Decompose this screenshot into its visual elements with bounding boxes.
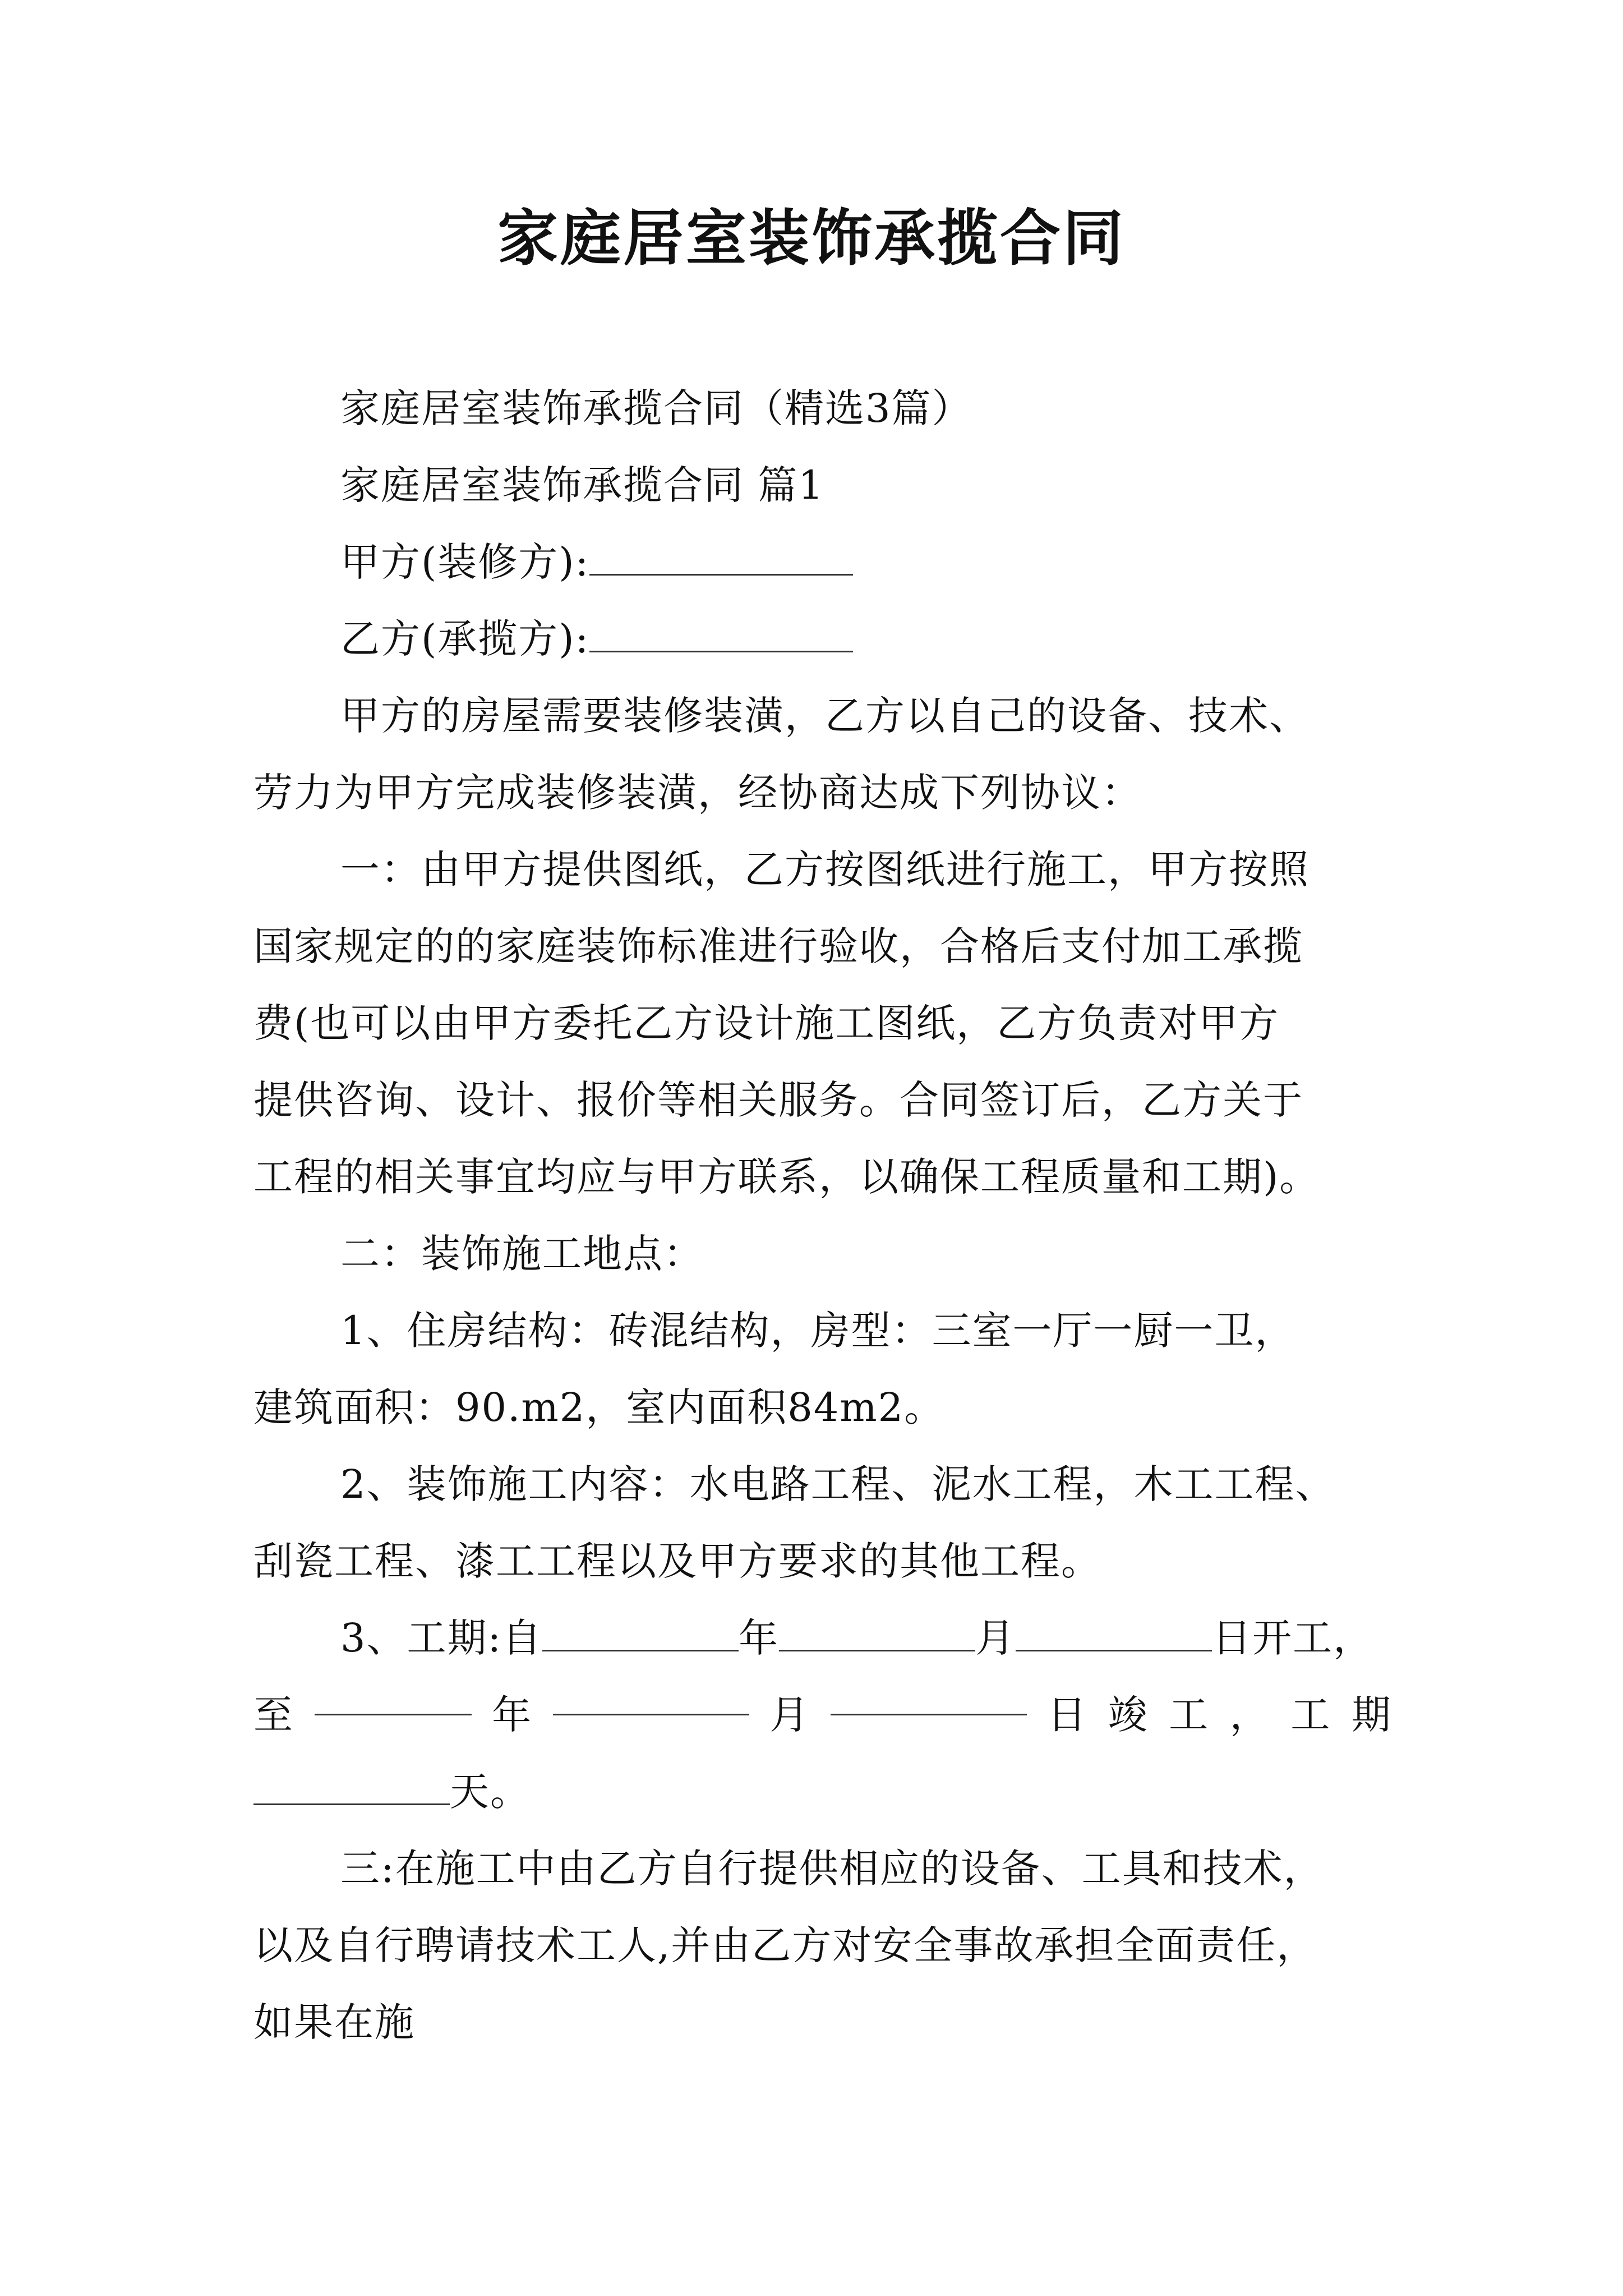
start-month-label: 月	[975, 1615, 1016, 1661]
clause2-heading: 二：装饰施工地点：	[340, 1231, 704, 1277]
party-b-label: 乙方(承揽方):	[340, 616, 590, 662]
completed-char-2: 工	[1169, 1692, 1210, 1738]
clause1-line-3: 费(也可以由甲方委托乙方设计施工图纸，乙方负责对甲方	[253, 1000, 1280, 1046]
document-body	[253, 370, 1392, 2061]
party-b-blank	[589, 614, 853, 652]
clause2-item2-line-2: 刮瓷工程、漆工工程以及甲方要求的其他工程。	[253, 1538, 1101, 1584]
clause2-item1-line-1: 1、住房结构：砖混结构，房型：三室一厅一厨一卫，	[340, 1308, 1295, 1354]
clause2-item1-line-2: 建筑面积：90.m2，室内面积84m2。	[253, 1384, 945, 1430]
schedule-line-3	[253, 1754, 1392, 1830]
clause1-line-5: 工程的相关事宜均应与甲方联系，以确保工程质量和工期)。	[253, 1154, 1320, 1200]
completed-char-1: 竣	[1108, 1692, 1149, 1738]
to-label: 至	[253, 1692, 294, 1738]
period-days-blank	[253, 1766, 450, 1805]
schedule-comma: ，	[1229, 1692, 1270, 1738]
period-char-2: 期	[1351, 1692, 1392, 1738]
party-b-line	[253, 601, 1392, 678]
clause3-line-1: 三:在施工中由乙方自行提供相应的设备、工具和技术，	[340, 1846, 1324, 1892]
schedule-line-1	[253, 1600, 1392, 1677]
document-subtitle: 家庭居室装饰承揽合同（精选3篇）	[340, 385, 972, 431]
end-month-blank	[553, 1677, 749, 1715]
days-label: 天。	[450, 1769, 531, 1815]
end-day-blank	[831, 1677, 1027, 1715]
start-year-blank	[542, 1613, 739, 1651]
clause1-line-2: 国家规定的的家庭装饰标准进行验收，合格后支付加工承揽	[253, 923, 1303, 969]
start-year-label: 年	[739, 1615, 780, 1661]
start-day-blank	[1016, 1613, 1212, 1651]
party-a-line	[253, 524, 1392, 601]
section-heading: 家庭居室装饰承揽合同 篇1	[340, 462, 824, 508]
end-day-label: 日	[1047, 1692, 1088, 1738]
end-month-label: 月	[769, 1692, 810, 1738]
clause2-item2-line-1: 2、装饰施工内容：水电路工程、泥水工程，木工工程、	[340, 1461, 1336, 1507]
clause1-line-1: 一：由甲方提供图纸，乙方按图纸进行施工，甲方按照	[340, 846, 1310, 892]
schedule-prefix: 3、工期:自	[340, 1615, 543, 1661]
clause3-line-2: 以及自行聘请技术工人,并由乙方对安全事故承担全面责任，	[253, 1922, 1317, 1968]
start-month-blank	[779, 1613, 975, 1651]
period-char-1: 工	[1290, 1692, 1331, 1738]
start-day-label: 日开工，	[1212, 1615, 1374, 1661]
clause3-line-3: 如果在施	[253, 1999, 415, 2045]
intro-line-1: 甲方的房屋需要装修装潢，乙方以自己的设备、技术、	[340, 693, 1310, 739]
schedule-line-2	[253, 1677, 1392, 1754]
intro-line-2: 劳力为甲方完成装修装潢，经协商达成下列协议：	[253, 770, 1142, 816]
party-a-blank	[589, 537, 853, 576]
document-title: 家庭居室装饰承揽合同	[497, 203, 1126, 274]
end-year-label: 年	[492, 1692, 533, 1738]
end-year-blank	[315, 1677, 472, 1715]
clause1-line-4: 提供咨询、设计、报价等相关服务。合同签订后，乙方关于	[253, 1077, 1303, 1123]
party-a-label: 甲方(装修方):	[340, 539, 590, 585]
